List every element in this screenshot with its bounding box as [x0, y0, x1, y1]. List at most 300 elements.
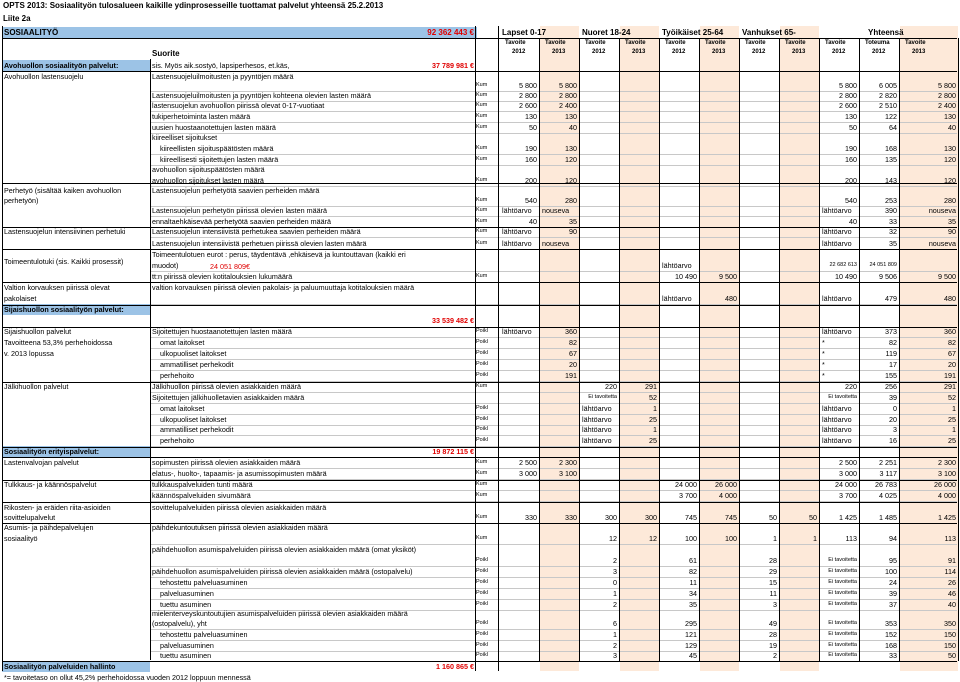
suorite-label: tulkkauspalveluiden tunti määrä	[152, 480, 253, 489]
row-rule	[150, 348, 957, 349]
cell-value: 64	[889, 123, 897, 132]
section-title: Avohuollon sosiaalityön palvelut:	[4, 61, 119, 70]
cell-value: nouseva	[928, 206, 956, 215]
cell-value: 2 500	[839, 458, 857, 467]
cell-value: 135	[885, 155, 897, 164]
cell-value: 2 800	[519, 91, 537, 100]
column-year: 2012	[592, 49, 606, 55]
cell-value: lähtöarvo	[662, 261, 692, 270]
cell-value: 1 485	[879, 513, 897, 522]
grid-column	[539, 38, 540, 661]
process-label: perhetyön)	[4, 196, 39, 205]
cell-value: 29	[769, 567, 777, 576]
cell-value: lähtöarvo	[582, 415, 612, 424]
cell-value: Ei tavoitetta	[828, 590, 857, 596]
cell-value: 122	[885, 112, 897, 121]
cell-value: 745	[685, 513, 697, 522]
cell-value: lähtöarvo	[502, 227, 532, 236]
cell-value: lähtöarvo	[822, 415, 852, 424]
cell-value: 26 000	[715, 480, 737, 489]
process-label: Sijaishuollon palvelut	[4, 327, 72, 336]
cell-value: 360	[565, 327, 577, 336]
money-inline: 24 051 809€	[210, 262, 250, 271]
suorite-label: ammatilliset perhekodit	[152, 360, 234, 369]
unit-label: Kum	[476, 228, 488, 234]
attachment-label: Liite 2a	[3, 14, 31, 23]
suorite-label: ennaltaehkäisevää perhetyötä saavien perheiden määrä	[152, 217, 332, 226]
cell-value: lähtöarvo	[822, 294, 852, 303]
suorite-label: Jälkihuollon piirissä olevien asiakkaiden määrä	[152, 382, 302, 391]
cell-value: 190	[525, 144, 537, 153]
cell-value: 256	[885, 382, 897, 391]
cell-value: 0	[893, 404, 897, 413]
cell-value: 191	[565, 371, 577, 380]
cell-value: 90	[569, 227, 577, 236]
cell-value: 25	[948, 436, 956, 445]
cell-value: 3	[613, 651, 617, 660]
cell-value: 6 005	[879, 81, 897, 90]
cell-value: Ei tavoitetta	[828, 631, 857, 637]
cell-value: 2 600	[839, 101, 857, 110]
unit-label: Poikl	[476, 416, 488, 422]
rule-sec1-bottom	[2, 71, 957, 72]
unit-label: Poikl	[476, 372, 488, 378]
grid-column	[899, 38, 900, 661]
column-label: Toteuma	[865, 40, 890, 46]
suorite-label: Sijoitettujen huostaanotettujen lasten määrä	[152, 327, 292, 336]
process-label: Tulkkaus- ja käännöspalvelut	[4, 480, 97, 489]
unit-label: Kum	[476, 102, 488, 108]
cell-value: 130	[565, 144, 577, 153]
unit-label: Kum	[476, 535, 488, 541]
cell-value: 2 300	[559, 458, 577, 467]
process-label: Lastensuojelun intensiivinen perhetuki	[4, 227, 126, 236]
section-money: 19 872 115 €	[432, 447, 474, 456]
block-rule	[2, 183, 957, 184]
suorite-label: ulkopuoliset laitokset	[152, 415, 227, 424]
cell-value: 35	[948, 217, 956, 226]
cell-value: *	[822, 371, 825, 380]
cell-value: 540	[525, 196, 537, 205]
unit-label: Kum	[476, 273, 488, 279]
cell-value: lähtöarvo	[822, 239, 852, 248]
cell-value: 2 820	[879, 91, 897, 100]
unit-label: Poikl	[476, 642, 488, 648]
process-label: Valtion korvauksen piirissä olevat	[4, 283, 110, 292]
cell-value: 25	[948, 415, 956, 424]
cell-value: 3 100	[559, 469, 577, 478]
cell-value: 160	[845, 155, 857, 164]
column-label: Tavoite	[585, 40, 606, 46]
cell-value: 2 300	[938, 458, 956, 467]
cell-value: 82	[889, 338, 897, 347]
cell-value: 150	[944, 641, 956, 650]
column-label: Tavoite	[905, 40, 926, 46]
column-label: Tavoite	[785, 40, 806, 46]
cell-value: lähtöarvo	[502, 327, 532, 336]
suorite-label: Toimeentulotuen eurot : perus, täydentävä ,ehkäisevä ja kuntouttavan (kaikki eri	[152, 250, 406, 259]
cell-value: 2 600	[519, 101, 537, 110]
group-header: Vanhukset 65-	[742, 28, 796, 37]
column-year: 2012	[832, 49, 846, 55]
cell-value: 33	[889, 217, 897, 226]
cell-value: 390	[885, 206, 897, 215]
column-year: 2013	[552, 49, 566, 55]
cell-value: 2 251	[879, 458, 897, 467]
unit-label: Kum	[476, 177, 488, 183]
cell-value: 10 490	[675, 272, 697, 281]
unit-label: Kum	[476, 197, 488, 203]
cell-value: 24 051 809	[869, 262, 897, 268]
grid-value-start	[498, 26, 499, 671]
unit-label: Poikl	[476, 601, 488, 607]
unit-label: Kum	[476, 113, 488, 119]
cell-value: 94	[889, 534, 897, 543]
column-label: Tavoite	[705, 40, 726, 46]
column-label: Tavoite	[745, 40, 766, 46]
unit-label: Poikl	[476, 350, 488, 356]
row-rule	[150, 599, 957, 600]
suorite-label: Lastensuojelun perhetyön piirissä olevien lasten määrä	[152, 206, 328, 215]
cell-value: 22 682 613	[829, 262, 857, 268]
cell-value: 143	[885, 176, 897, 185]
cell-value: 3	[893, 425, 897, 434]
header-rule-1	[2, 38, 957, 39]
block-rule	[2, 523, 957, 524]
unit-label: Poikl	[476, 426, 488, 432]
cell-value: 121	[685, 630, 697, 639]
cell-value: lähtöarvo	[502, 206, 532, 215]
cell-value: 745	[725, 513, 737, 522]
cell-value: 100	[685, 534, 697, 543]
block-rule	[2, 502, 957, 503]
process-label: pakolaiset	[4, 294, 37, 303]
section-title: Sosiaalityön erityispalvelut:	[4, 447, 100, 456]
cell-value: 253	[885, 196, 897, 205]
cell-value: lähtöarvo	[822, 436, 852, 445]
cell-value: 11	[769, 589, 777, 598]
unit-label: Poikl	[476, 568, 488, 574]
unit-label: Kum	[476, 218, 488, 224]
cell-value: nouseva	[928, 239, 956, 248]
cell-value: 130	[565, 112, 577, 121]
cell-value: 113	[845, 534, 857, 543]
cell-value: Ei tavoitetta	[588, 394, 617, 400]
cell-value: 17	[889, 360, 897, 369]
unit-label: Poikl	[476, 361, 488, 367]
cell-value: lähtöarvo	[822, 227, 852, 236]
cell-value: 1 425	[839, 513, 857, 522]
block-rule	[2, 480, 957, 481]
cell-value: 2 400	[559, 101, 577, 110]
cell-value: 291	[645, 382, 657, 391]
unit-label: Kum	[476, 459, 488, 465]
unit-label: Kum	[476, 481, 488, 487]
unit-label: Kum	[476, 124, 488, 130]
grid-column	[859, 38, 860, 661]
cell-value: 113	[944, 534, 956, 543]
column-label: Tavoite	[505, 40, 526, 46]
cell-value: 35	[889, 239, 897, 248]
cell-value: 95	[889, 556, 897, 565]
cell-value: 40	[529, 217, 537, 226]
unit-label: Kum	[476, 470, 488, 476]
grid-column	[659, 38, 660, 661]
cell-value: 100	[725, 534, 737, 543]
process-label: Tavoitteena 53,3% perhehoidossa	[4, 338, 113, 347]
row-rule	[150, 359, 957, 360]
section-money: 37 789 981 €	[432, 61, 474, 70]
cell-value: 40	[849, 217, 857, 226]
cell-value: 4 000	[938, 491, 956, 500]
cell-value: 49	[769, 619, 777, 628]
suorite-label: mielenterveyskuntoutujien asumispalveluiden piirissä olevien asiakkaiden määrä	[152, 609, 408, 618]
cell-value: 1 425	[938, 513, 956, 522]
grid-column	[819, 38, 820, 661]
cell-value: 480	[944, 294, 956, 303]
cell-value: 1	[613, 589, 617, 598]
cell-value: 20	[569, 360, 577, 369]
cell-value: 25	[649, 436, 657, 445]
cell-value: lähtöarvo	[582, 404, 612, 413]
cell-value: 5 800	[839, 81, 857, 90]
cell-value: 130	[845, 112, 857, 121]
cell-value: 1	[653, 404, 657, 413]
cell-value: 350	[944, 619, 956, 628]
cell-value: 2 800	[839, 91, 857, 100]
cell-value: 2 400	[938, 101, 956, 110]
rule-sec3-top	[2, 447, 957, 448]
cell-value: 26	[948, 578, 956, 587]
cell-value: 46	[948, 589, 956, 598]
cell-value: lähtöarvo	[822, 206, 852, 215]
cell-value: nouseva	[542, 239, 570, 248]
suorite-label: tt:n piirissä olevien kotitalouksien lukumäärä	[152, 272, 293, 281]
cell-value: 220	[845, 382, 857, 391]
suorite-label: päihdekuntoutuksen piirissä olevien asiakkaiden määrä	[152, 523, 328, 532]
section-money: 33 539 482 €	[432, 316, 474, 325]
section-title: Sijaishuollon sosiaalityön palvelut:	[4, 305, 124, 314]
sosiaalityo-total: 92 362 443 €	[427, 28, 474, 37]
cell-value: 130	[944, 144, 956, 153]
suorite-label: uusien huostaanotettujen lasten määrä	[152, 123, 276, 132]
cell-value: Ei tavoitetta	[828, 620, 857, 626]
cell-value: lähtöarvo	[582, 436, 612, 445]
cell-value: 4 000	[719, 491, 737, 500]
cell-value: 11	[689, 578, 697, 587]
cell-value: Ei tavoitetta	[828, 652, 857, 658]
row-rule	[150, 577, 957, 578]
cell-value: 5 800	[559, 81, 577, 90]
cell-value: 220	[605, 382, 617, 391]
cell-value: 120	[944, 176, 956, 185]
cell-value: 120	[565, 155, 577, 164]
block-rule	[2, 282, 957, 283]
cell-value: 300	[605, 513, 617, 522]
cell-value: 191	[944, 371, 956, 380]
cell-value: 5 800	[938, 81, 956, 90]
row-rule	[150, 370, 957, 371]
cell-value: 2	[773, 651, 777, 660]
cell-value: 67	[569, 349, 577, 358]
unit-label: Kum	[476, 92, 488, 98]
unit-label: Kum	[476, 207, 488, 213]
cell-value: 120	[944, 155, 956, 164]
suorite-label: käännöspalveluiden sivumäärä	[152, 491, 251, 500]
cell-value: 2 510	[879, 101, 897, 110]
unit-label: Kum	[476, 156, 488, 162]
grid-process	[150, 59, 151, 660]
row-rule	[150, 588, 957, 589]
cell-value: 360	[944, 327, 956, 336]
column-label: Tavoite	[625, 40, 646, 46]
cell-value: 40	[948, 600, 956, 609]
cell-value: 168	[885, 641, 897, 650]
suorite-label: perhehoito	[152, 436, 194, 445]
cell-value: 1	[613, 630, 617, 639]
cell-value: 353	[885, 619, 897, 628]
suorite-label: lastensuojelun avohuollon piirissä olevat 0-17-vuotiaat	[152, 101, 325, 110]
cell-value: lähtöarvo	[502, 239, 532, 248]
cell-value: 291	[944, 382, 956, 391]
process-label: Rikosten- ja eräiden riita-asioiden	[4, 503, 111, 512]
cell-value: 2	[613, 641, 617, 650]
row-rule	[150, 629, 957, 630]
suorite-label: elatus-, huolto-, tapaamis- ja asumissopimusten määrä	[152, 469, 327, 478]
rule-sec2-bottom	[2, 327, 957, 328]
grid-column	[779, 38, 780, 661]
suorite-label: tukiperhetoiminta lasten määrä	[152, 112, 251, 121]
suorite-label: palveluasuminen	[152, 641, 214, 650]
column-year: 2012	[512, 49, 526, 55]
cell-value: 1	[952, 404, 956, 413]
suorite-label: Lastensuojelun intensiivistä perhetukea saavien perheiden määrä	[152, 227, 361, 236]
cell-value: 6	[613, 619, 617, 628]
cell-value: 120	[565, 176, 577, 185]
row-rule	[150, 490, 957, 491]
cell-value: 295	[685, 619, 697, 628]
cell-value: 160	[525, 155, 537, 164]
cell-value: 10 490	[835, 272, 857, 281]
cell-value: 3 100	[938, 469, 956, 478]
cell-value: *	[822, 360, 825, 369]
cell-value: 190	[845, 144, 857, 153]
cell-value: 32	[889, 227, 897, 236]
column-year: 2012	[872, 49, 886, 55]
cell-value: 24	[889, 578, 897, 587]
cell-value: *	[822, 338, 825, 347]
cell-value: 152	[885, 630, 897, 639]
cell-value: 3 700	[839, 491, 857, 500]
suorite-header: Suorite	[152, 49, 180, 58]
suorite-label: (ostopalvelu), yht	[152, 619, 207, 628]
process-label: Asumis- ja päihdepalvelujen	[4, 523, 94, 532]
cell-value: Ei tavoitetta	[828, 557, 857, 563]
cell-value: 15	[769, 578, 777, 587]
cell-value: 20	[948, 360, 956, 369]
cell-value: 19	[769, 641, 777, 650]
cell-value: 40	[569, 123, 577, 132]
suorite-label: päihdehuollon asumispalveluiden piirissä olevien asiakkaiden määrä (ostopalvelu)	[152, 567, 413, 576]
suorite-label: omat laitokset	[152, 404, 205, 413]
grid-column	[739, 38, 740, 661]
section-title: Sosiaalityön palveluiden hallinto	[4, 662, 116, 671]
top-band	[2, 27, 477, 38]
cell-value: Ei tavoitetta	[828, 568, 857, 574]
unit-label: Poikl	[476, 579, 488, 585]
rule-sec4-top	[2, 661, 957, 662]
cell-value: 2 800	[938, 91, 956, 100]
unit-label: Poikl	[476, 405, 488, 411]
cell-value: 37	[889, 600, 897, 609]
cell-value: 50	[809, 513, 817, 522]
grid-column	[579, 38, 580, 661]
column-label: Tavoite	[665, 40, 686, 46]
cell-value: 5 800	[519, 81, 537, 90]
cell-value: 0	[613, 578, 617, 587]
suorite-label: Lastensuojeluilmoitusten ja pyyntöjen määrä	[152, 72, 294, 81]
process-label: Avohuollon lastensuojelu	[4, 72, 84, 81]
column-label: Tavoite	[825, 40, 846, 46]
cell-value: Ei tavoitetta	[828, 642, 857, 648]
cell-value: 50	[529, 123, 537, 132]
suorite-label: tuettu asuminen	[152, 600, 212, 609]
cell-value: 540	[845, 196, 857, 205]
cell-value: 1	[952, 425, 956, 434]
suorite-label: avohuollon sijoituspäätösten määrä	[152, 165, 265, 174]
cell-value: 9 500	[719, 272, 737, 281]
cell-value: 25	[649, 415, 657, 424]
cell-value: 130	[944, 112, 956, 121]
suorite-label: omat laitokset	[152, 338, 205, 347]
cell-value: 100	[885, 567, 897, 576]
unit-label: Kum	[476, 492, 488, 498]
column-year: 2013	[912, 49, 926, 55]
cell-value: 2	[613, 600, 617, 609]
cell-value: 52	[649, 393, 657, 402]
cell-value: 50	[769, 513, 777, 522]
process-label: Perhetyö (sisältää kaiken avohuollon	[4, 186, 122, 195]
column-year: 2012	[672, 49, 686, 55]
cell-value: 61	[689, 556, 697, 565]
cell-value: 28	[769, 630, 777, 639]
cell-value: 168	[885, 144, 897, 153]
suorite-label: valtion korvauksen piirissä olevien pakolais- ja paluumuuttaja kotitalouksien määrä	[152, 283, 415, 292]
suorite-label: kiireellisten sijoituspäätösten määrä	[152, 144, 274, 153]
section-money: 1 160 865 €	[436, 662, 474, 671]
cell-value: 9 500	[938, 272, 956, 281]
process-label: sosiaalityö	[4, 534, 38, 543]
suorite-label: kiireelliset sijoitukset	[152, 133, 218, 142]
grid-column	[619, 38, 620, 661]
unit-label: Poikl	[476, 339, 488, 345]
cell-value: 2 800	[559, 91, 577, 100]
block-rule	[2, 382, 957, 383]
cell-value: 35	[689, 600, 697, 609]
unit-label: Poikl	[476, 631, 488, 637]
cell-value: 28	[769, 556, 777, 565]
cell-value: 26 783	[875, 480, 897, 489]
block-rule	[2, 227, 957, 228]
column-year: 2013	[632, 49, 646, 55]
grid-left	[2, 26, 3, 671]
cell-value: 12	[649, 534, 657, 543]
cell-value: 52	[948, 393, 956, 402]
suorite-label: päihdehuollon asumispalveluiden piirissä olevien asiakkaiden määrä (omat yksiköt)	[152, 545, 417, 554]
suorite-label: Lastensuojelun intensiivistä perhetuen piirissä olevien lasten määrä	[152, 239, 367, 248]
cell-value: 280	[944, 196, 956, 205]
cell-value: 2	[613, 556, 617, 565]
